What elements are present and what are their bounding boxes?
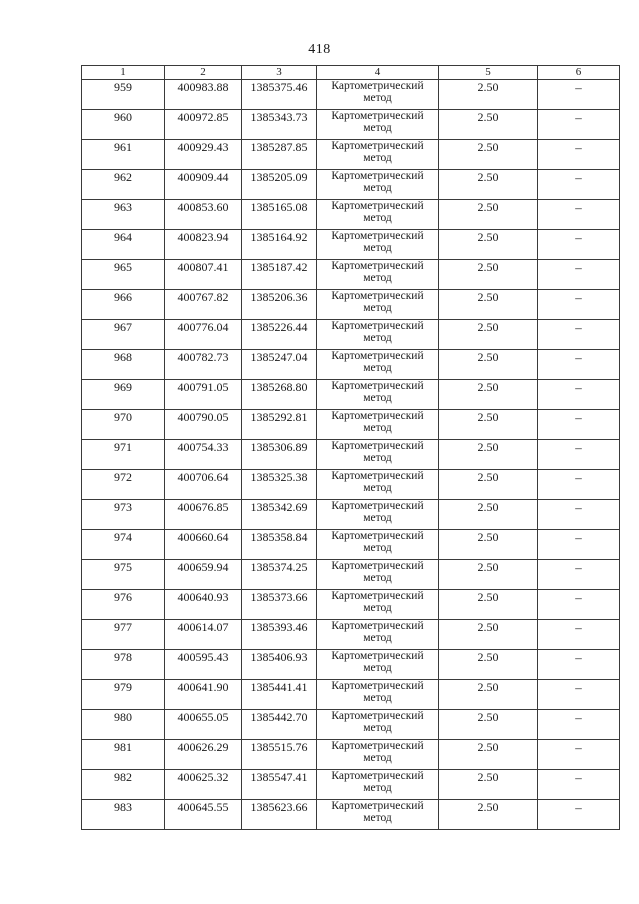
point-number: 968 (82, 350, 165, 380)
coordinate-x: 400972.85 (165, 110, 242, 140)
accuracy-value: 2.50 (439, 140, 538, 170)
table-row (82, 110, 620, 140)
table-row (82, 80, 620, 110)
method-cell (317, 440, 439, 470)
coordinate-x: 400791.05 (165, 380, 242, 410)
method-line-2: метод (363, 422, 392, 434)
method-cell (317, 320, 439, 350)
coordinate-y: 1385515.76 (242, 740, 317, 770)
table-row (82, 770, 620, 800)
coordinate-x: 400767.82 (165, 290, 242, 320)
method-cell (317, 560, 439, 590)
table-row (82, 500, 620, 530)
coordinate-x: 400782.73 (165, 350, 242, 380)
note-cell: – (538, 170, 620, 200)
note-cell: – (538, 650, 620, 680)
note-cell: – (538, 530, 620, 560)
accuracy-value: 2.50 (439, 380, 538, 410)
table-row (82, 320, 620, 350)
coordinate-x: 400676.85 (165, 500, 242, 530)
accuracy-value: 2.50 (439, 170, 538, 200)
method-cell (317, 110, 439, 140)
note-cell: – (538, 440, 620, 470)
method-line-1: Картометрический (331, 710, 424, 722)
point-number: 974 (82, 530, 165, 560)
note-cell: – (538, 770, 620, 800)
table-row (82, 260, 620, 290)
method-line-2: метод (363, 152, 392, 164)
table-row (82, 680, 620, 710)
point-number: 967 (82, 320, 165, 350)
coordinates-table (81, 65, 620, 830)
accuracy-value: 2.50 (439, 620, 538, 650)
table-row (82, 710, 620, 740)
coordinate-x: 400790.05 (165, 410, 242, 440)
point-number: 982 (82, 770, 165, 800)
header-col-5: 5 (439, 66, 538, 80)
coordinate-x: 400660.64 (165, 530, 242, 560)
coordinate-x: 400640.93 (165, 590, 242, 620)
method-cell (317, 590, 439, 620)
coordinate-y: 1385406.93 (242, 650, 317, 680)
coordinate-x: 400909.44 (165, 170, 242, 200)
method-cell (317, 770, 439, 800)
accuracy-value: 2.50 (439, 440, 538, 470)
table-row (82, 800, 620, 830)
table-row (82, 140, 620, 170)
point-number: 983 (82, 800, 165, 830)
coordinate-y: 1385247.04 (242, 350, 317, 380)
note-cell: – (538, 620, 620, 650)
table-row (82, 230, 620, 260)
coordinate-y: 1385292.81 (242, 410, 317, 440)
point-number: 959 (82, 80, 165, 110)
accuracy-value: 2.50 (439, 740, 538, 770)
point-number: 981 (82, 740, 165, 770)
note-cell: – (538, 380, 620, 410)
coordinate-y: 1385325.38 (242, 470, 317, 500)
method-line-2: метод (363, 632, 392, 644)
note-cell: – (538, 470, 620, 500)
method-cell (317, 260, 439, 290)
method-line-1: Картометрический (331, 680, 424, 692)
point-number: 963 (82, 200, 165, 230)
method-line-2: метод (363, 572, 392, 584)
point-number: 978 (82, 650, 165, 680)
coordinate-y: 1385623.66 (242, 800, 317, 830)
note-cell: – (538, 320, 620, 350)
page-number: 418 (308, 42, 331, 57)
method-line-2: метод (363, 272, 392, 284)
table-row (82, 650, 620, 680)
accuracy-value: 2.50 (439, 350, 538, 380)
accuracy-value: 2.50 (439, 590, 538, 620)
method-line-1: Картометрический (331, 140, 424, 152)
method-line-1: Картометрический (331, 170, 424, 182)
method-cell (317, 80, 439, 110)
method-line-1: Картометрический (331, 350, 424, 362)
method-line-2: метод (363, 212, 392, 224)
note-cell: – (538, 560, 620, 590)
method-line-2: метод (363, 452, 392, 464)
coordinate-x: 400823.94 (165, 230, 242, 260)
method-line-2: метод (363, 752, 392, 764)
point-number: 970 (82, 410, 165, 440)
coordinate-x: 400807.41 (165, 260, 242, 290)
table-row (82, 470, 620, 500)
coordinate-x: 400626.29 (165, 740, 242, 770)
method-cell (317, 140, 439, 170)
note-cell: – (538, 500, 620, 530)
method-line-1: Картометрический (331, 560, 424, 572)
header-col-2: 2 (165, 66, 242, 80)
table-row (82, 440, 620, 470)
accuracy-value: 2.50 (439, 320, 538, 350)
table-row (82, 740, 620, 770)
table-row (82, 590, 620, 620)
note-cell: – (538, 800, 620, 830)
method-line-1: Картометрический (331, 530, 424, 542)
coordinate-x: 400655.05 (165, 710, 242, 740)
method-line-1: Картометрический (331, 800, 424, 812)
method-line-1: Картометрический (331, 80, 424, 92)
note-cell: – (538, 230, 620, 260)
coordinate-y: 1385547.41 (242, 770, 317, 800)
note-cell: – (538, 740, 620, 770)
method-line-1: Картометрический (331, 470, 424, 482)
coordinate-x: 400659.94 (165, 560, 242, 590)
point-number: 979 (82, 680, 165, 710)
method-line-2: метод (363, 782, 392, 794)
method-line-1: Картометрический (331, 230, 424, 242)
accuracy-value: 2.50 (439, 680, 538, 710)
point-number: 964 (82, 230, 165, 260)
method-cell (317, 350, 439, 380)
note-cell: – (538, 410, 620, 440)
method-cell (317, 290, 439, 320)
coordinate-y: 1385164.92 (242, 230, 317, 260)
coordinate-y: 1385205.09 (242, 170, 317, 200)
accuracy-value: 2.50 (439, 110, 538, 140)
note-cell: – (538, 110, 620, 140)
coordinate-y: 1385306.89 (242, 440, 317, 470)
method-line-2: метод (363, 812, 392, 824)
point-number: 971 (82, 440, 165, 470)
method-line-1: Картометрический (331, 620, 424, 632)
method-cell (317, 530, 439, 560)
method-line-1: Картометрический (331, 260, 424, 272)
method-cell (317, 200, 439, 230)
method-line-1: Картометрический (331, 410, 424, 422)
accuracy-value: 2.50 (439, 560, 538, 590)
accuracy-value: 2.50 (439, 290, 538, 320)
method-line-2: метод (363, 392, 392, 404)
method-line-1: Картометрический (331, 200, 424, 212)
method-line-1: Картометрический (331, 500, 424, 512)
header-col-3: 3 (242, 66, 317, 80)
accuracy-value: 2.50 (439, 200, 538, 230)
method-cell (317, 650, 439, 680)
note-cell: – (538, 710, 620, 740)
coordinate-x: 400614.07 (165, 620, 242, 650)
note-cell: – (538, 590, 620, 620)
method-line-2: метод (363, 722, 392, 734)
method-line-1: Картометрический (331, 110, 424, 122)
method-line-2: метод (363, 182, 392, 194)
table-row (82, 530, 620, 560)
coordinate-y: 1385287.85 (242, 140, 317, 170)
point-number: 976 (82, 590, 165, 620)
coordinate-x: 400853.60 (165, 200, 242, 230)
coordinate-y: 1385374.25 (242, 560, 317, 590)
table-row (82, 560, 620, 590)
method-line-2: метод (363, 362, 392, 374)
method-cell (317, 170, 439, 200)
method-line-1: Картометрический (331, 770, 424, 782)
header-col-4: 4 (317, 66, 439, 80)
method-line-2: метод (363, 542, 392, 554)
method-line-2: метод (363, 302, 392, 314)
coordinate-y: 1385165.08 (242, 200, 317, 230)
point-number: 980 (82, 710, 165, 740)
note-cell: – (538, 140, 620, 170)
table-row (82, 200, 620, 230)
method-cell (317, 620, 439, 650)
method-line-2: метод (363, 602, 392, 614)
table-row (82, 290, 620, 320)
note-cell: – (538, 260, 620, 290)
point-number: 966 (82, 290, 165, 320)
table-row (82, 410, 620, 440)
accuracy-value: 2.50 (439, 470, 538, 500)
coordinate-y: 1385226.44 (242, 320, 317, 350)
method-cell (317, 500, 439, 530)
table-row (82, 620, 620, 650)
method-cell (317, 380, 439, 410)
method-line-1: Картометрический (331, 440, 424, 452)
method-line-2: метод (363, 92, 392, 104)
point-number: 975 (82, 560, 165, 590)
method-line-2: метод (363, 482, 392, 494)
accuracy-value: 2.50 (439, 800, 538, 830)
header-col-1: 1 (82, 66, 165, 80)
point-number: 961 (82, 140, 165, 170)
coordinate-y: 1385343.73 (242, 110, 317, 140)
table-header-row (82, 66, 620, 80)
coordinate-y: 1385358.84 (242, 530, 317, 560)
accuracy-value: 2.50 (439, 230, 538, 260)
coordinate-y: 1385441.41 (242, 680, 317, 710)
coordinate-x: 400595.43 (165, 650, 242, 680)
accuracy-value: 2.50 (439, 710, 538, 740)
coordinate-y: 1385268.80 (242, 380, 317, 410)
note-cell: – (538, 290, 620, 320)
method-line-1: Картометрический (331, 320, 424, 332)
method-cell (317, 740, 439, 770)
point-number: 972 (82, 470, 165, 500)
coordinate-y: 1385373.66 (242, 590, 317, 620)
coordinate-x: 400625.32 (165, 770, 242, 800)
method-line-1: Картометрический (331, 290, 424, 302)
point-number: 965 (82, 260, 165, 290)
note-cell: – (538, 350, 620, 380)
method-cell (317, 800, 439, 830)
method-line-2: метод (363, 512, 392, 524)
method-cell (317, 680, 439, 710)
note-cell: – (538, 680, 620, 710)
coordinate-x: 400983.88 (165, 80, 242, 110)
point-number: 962 (82, 170, 165, 200)
accuracy-value: 2.50 (439, 410, 538, 440)
method-line-2: метод (363, 242, 392, 254)
method-cell (317, 230, 439, 260)
accuracy-value: 2.50 (439, 500, 538, 530)
coordinate-y: 1385342.69 (242, 500, 317, 530)
accuracy-value: 2.50 (439, 530, 538, 560)
coordinate-x: 400754.33 (165, 440, 242, 470)
table-row (82, 380, 620, 410)
coordinate-x: 400641.90 (165, 680, 242, 710)
coordinate-x: 400645.55 (165, 800, 242, 830)
note-cell: – (538, 200, 620, 230)
method-cell (317, 410, 439, 440)
point-number: 969 (82, 380, 165, 410)
header-col-6: 6 (538, 66, 620, 80)
accuracy-value: 2.50 (439, 770, 538, 800)
method-cell (317, 710, 439, 740)
coordinate-x: 400776.04 (165, 320, 242, 350)
method-line-1: Картометрический (331, 590, 424, 602)
table-body (82, 80, 620, 830)
method-line-2: метод (363, 122, 392, 134)
method-cell (317, 470, 439, 500)
coordinate-y: 1385206.36 (242, 290, 317, 320)
method-line-1: Картометрический (331, 380, 424, 392)
coordinate-y: 1385393.46 (242, 620, 317, 650)
coordinate-x: 400706.64 (165, 470, 242, 500)
method-line-1: Картометрический (331, 740, 424, 752)
point-number: 977 (82, 620, 165, 650)
table-row (82, 350, 620, 380)
accuracy-value: 2.50 (439, 260, 538, 290)
method-line-2: метод (363, 692, 392, 704)
method-line-2: метод (363, 332, 392, 344)
note-cell: – (538, 80, 620, 110)
coordinate-y: 1385375.46 (242, 80, 317, 110)
coordinate-y: 1385442.70 (242, 710, 317, 740)
method-line-1: Картометрический (331, 650, 424, 662)
table-row (82, 170, 620, 200)
method-line-2: метод (363, 662, 392, 674)
coordinate-x: 400929.43 (165, 140, 242, 170)
accuracy-value: 2.50 (439, 650, 538, 680)
point-number: 960 (82, 110, 165, 140)
point-number: 973 (82, 500, 165, 530)
coordinate-y: 1385187.42 (242, 260, 317, 290)
accuracy-value: 2.50 (439, 80, 538, 110)
